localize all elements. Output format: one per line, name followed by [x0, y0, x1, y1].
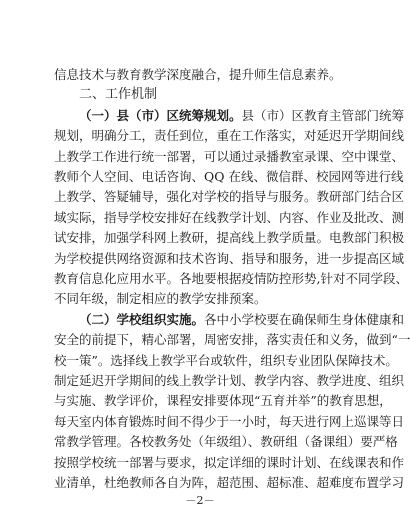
para1-first-line [79, 107, 405, 125]
para1-title: （一）县（市）区统筹规划。 [79, 107, 242, 123]
para1-line: 教师个人空间、电话咨询、QQ 在线、微信群、校园网等进行线 [54, 169, 404, 184]
para2-first-line-text: 各中小学校要在确保师生身体健康和 [204, 311, 405, 327]
para2-first-line [79, 311, 405, 329]
para2-line: 业清单，杜绝教师各自为阵，超范围、超标准、超难度布置学习 [54, 475, 405, 490]
para2-line: 制定延迟开学期间的线上教学计划、教学内容、教学进度、组织 [54, 373, 405, 388]
section-heading: 二、工作机制 [79, 87, 158, 103]
para1-line: 规划，明确分工，责任到位，重在工作落实，对延迟开学期间线 [54, 128, 405, 144]
para2-line: 校一策”。选择线上教学平台或软件，组织专业团队保障技术。 [54, 352, 398, 368]
para2-line: 常教学管理。各校教务处（年级组）、教研组（备课组）要严格 [54, 434, 398, 450]
para1-line: 为学校提供网络资源和技术咨询、指导和服务，进一步提高区域 [54, 250, 405, 266]
para2-line: 按照学校统一部署与要求，拟定详细的课时计划、在线课表和作 [54, 454, 405, 470]
para1-line: 不同年级，制定相应的教学安排预案。 [54, 291, 267, 307]
para1-line: 上教学、答疑辅导，强化对学校的指导与服务。教研部门结合区 [54, 189, 405, 205]
para1-first-line-text: 县（市）区教育主管部门统筹 [241, 107, 405, 123]
para1-line: 试安排，加强学科网上教研，提高线上教学质量。电教部门积极 [54, 230, 405, 246]
para1-line: 上教学工作进行统一部署，可以通过录播教室录课、空中课堂、 [54, 148, 405, 164]
intro-line: 信息技术与教育教学深度融合，提升师生信息素养。 [54, 67, 342, 82]
para1-line: 域实际，指导学校安排好在线教学计划、内容、作业及批改、测 [54, 209, 405, 225]
para1-line: 教育信息化应用水平。各地要根据疫情防控形势,针对不同学段、 [54, 271, 408, 286]
para2-line: 与实施、教学评价，课程安排要体现“五育并举”的教育思想， [54, 393, 392, 409]
page-number: －2－ [185, 494, 215, 507]
para2-title: （二）学校组织实施。 [79, 311, 205, 327]
para2-line: 每天室内体育锻炼时间不得少于一小时，每天进行网上巡课等日 [54, 413, 405, 429]
para2-line: 安全的前提下，精心部署，周密安排，落实责任和义务，做到“一 [54, 332, 410, 348]
